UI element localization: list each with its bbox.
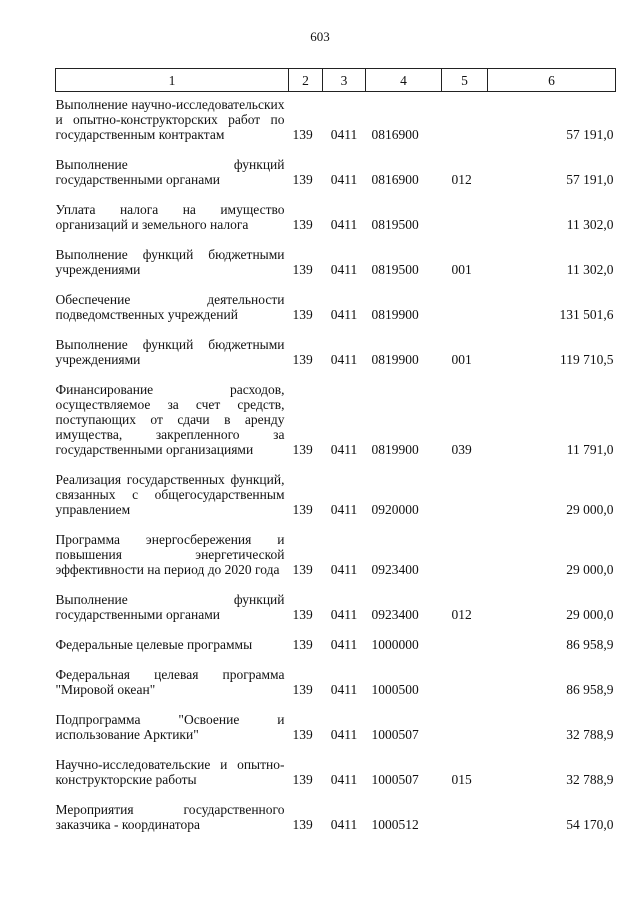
row-col-3: 0411 <box>330 682 358 697</box>
row-col-4: 0923400 <box>371 562 419 577</box>
table-row <box>56 374 616 464</box>
row-col-2: 139 <box>292 217 313 232</box>
row-name: Мероприятия государственного заказчика - координатора <box>55 802 285 832</box>
row-name: Уплата налога на имущество организаций и земельного налога <box>55 202 285 232</box>
row-col-3: 0411 <box>330 217 358 232</box>
table-row <box>56 464 616 524</box>
row-name: Реализация государственных функций, связанных с общегосударственным управлением <box>55 472 285 517</box>
column-header-5: 5 <box>442 69 488 92</box>
row-col-3: 0411 <box>330 127 358 142</box>
table-row <box>56 92 616 150</box>
row-col-5 <box>442 524 488 584</box>
row-col-4: 1000512 <box>371 817 419 832</box>
row-col-3: 0411 <box>330 772 358 787</box>
table-row <box>56 239 616 284</box>
row-name: Федеральные целевые программы <box>55 637 253 652</box>
row-amount: 131 501,6 <box>559 307 614 322</box>
row-col-4: 0819500 <box>371 262 419 277</box>
row-name: Выполнение функций государственными органами <box>55 157 285 187</box>
row-col-5: 015 <box>451 772 472 787</box>
row-name: Программа энергосбережения и повышения энергетической эффективности на период до 2020 года <box>55 532 285 577</box>
row-col-2: 139 <box>292 307 313 322</box>
row-name: Выполнение функций бюджетными учреждениями <box>55 247 285 277</box>
row-col-2: 139 <box>292 262 313 277</box>
row-col-3: 0411 <box>330 607 358 622</box>
row-amount: 11 791,0 <box>566 442 614 457</box>
row-col-4: 0819500 <box>371 217 419 232</box>
row-col-4: 1000500 <box>371 682 419 697</box>
row-col-5 <box>442 284 488 329</box>
row-col-2: 139 <box>292 127 313 142</box>
row-col-2: 139 <box>292 607 313 622</box>
row-amount: 54 170,0 <box>566 817 614 832</box>
row-amount: 86 958,9 <box>566 637 614 652</box>
row-col-4: 0819900 <box>371 307 419 322</box>
row-col-3: 0411 <box>330 442 358 457</box>
row-name: Финансирование расходов, осуществляемое за счет средств, поступающих от сдачи в аренду имущества, закрепленного за государственными организациями <box>55 382 285 457</box>
table-row <box>56 749 616 794</box>
row-amount: 119 710,5 <box>560 352 614 367</box>
row-col-2: 139 <box>292 502 313 517</box>
row-col-3: 0411 <box>330 817 358 832</box>
table-row <box>56 524 616 584</box>
budget-table <box>55 68 616 839</box>
row-col-2: 139 <box>292 172 313 187</box>
row-col-2: 139 <box>292 637 313 652</box>
row-col-5: 039 <box>451 442 472 457</box>
row-col-5 <box>442 794 488 839</box>
row-amount: 29 000,0 <box>566 607 614 622</box>
row-amount: 11 302,0 <box>566 217 614 232</box>
row-col-2: 139 <box>292 772 313 787</box>
row-col-4: 1000507 <box>371 772 419 787</box>
row-col-5 <box>442 704 488 749</box>
table-row <box>56 794 616 839</box>
row-name: Выполнение функций государственными органами <box>55 592 285 622</box>
row-amount: 32 788,9 <box>566 727 614 742</box>
row-col-4: 1000000 <box>371 637 419 652</box>
row-col-4: 0816900 <box>371 172 419 187</box>
row-amount: 11 302,0 <box>566 262 614 277</box>
row-col-3: 0411 <box>330 172 358 187</box>
column-header-4: 4 <box>366 69 442 92</box>
row-name: Подпрограмма "Освоение и использование Арктики" <box>55 712 285 742</box>
row-col-4: 0819900 <box>371 442 419 457</box>
column-header-6: 6 <box>488 69 616 92</box>
row-col-5 <box>442 629 488 659</box>
row-amount: 32 788,9 <box>566 772 614 787</box>
row-col-3: 0411 <box>330 637 358 652</box>
row-name: Федеральная целевая программа "Мировой океан" <box>55 667 285 697</box>
table-row <box>56 149 616 194</box>
column-header-1: 1 <box>56 69 289 92</box>
row-col-3: 0411 <box>330 562 358 577</box>
column-header-3: 3 <box>323 69 366 92</box>
table-row <box>56 704 616 749</box>
row-col-2: 139 <box>292 727 313 742</box>
row-col-4: 0816900 <box>371 127 419 142</box>
row-col-4: 1000507 <box>371 727 419 742</box>
row-col-3: 0411 <box>330 727 358 742</box>
row-col-5: 012 <box>451 172 472 187</box>
table-row <box>56 659 616 704</box>
row-col-2: 139 <box>292 682 313 697</box>
row-col-5 <box>442 92 488 150</box>
row-amount: 57 191,0 <box>566 127 614 142</box>
column-header-2: 2 <box>289 69 323 92</box>
table-row <box>56 329 616 374</box>
row-amount: 57 191,0 <box>566 172 614 187</box>
row-col-4: 0920000 <box>371 502 419 517</box>
row-col-3: 0411 <box>330 307 358 322</box>
row-col-2: 139 <box>292 817 313 832</box>
row-amount: 29 000,0 <box>566 562 614 577</box>
row-name: Научно-исследовательские и опытно-конструкторские работы <box>55 757 285 787</box>
row-col-3: 0411 <box>330 352 358 367</box>
row-col-5: 001 <box>451 262 472 277</box>
table-row <box>56 284 616 329</box>
row-col-5 <box>442 659 488 704</box>
row-name: Выполнение научно-исследовательских и опытно-конструкторских работ по государственным контрактам <box>55 97 285 142</box>
table-row <box>56 194 616 239</box>
row-name: Обеспечение деятельности подведомственных учреждений <box>55 292 285 322</box>
table-row <box>56 584 616 629</box>
row-col-5 <box>442 194 488 239</box>
row-amount: 86 958,9 <box>566 682 614 697</box>
table-header-row <box>56 69 616 92</box>
row-col-5 <box>442 464 488 524</box>
row-col-5: 012 <box>451 607 472 622</box>
row-col-4: 0923400 <box>371 607 419 622</box>
page-number: 603 <box>310 29 330 44</box>
row-col-3: 0411 <box>330 262 358 277</box>
row-col-5: 001 <box>451 352 472 367</box>
row-amount: 29 000,0 <box>566 502 614 517</box>
row-col-2: 139 <box>292 352 313 367</box>
row-col-3: 0411 <box>330 502 358 517</box>
table-row <box>56 629 616 659</box>
row-col-4: 0819900 <box>371 352 419 367</box>
row-col-2: 139 <box>292 442 313 457</box>
row-name: Выполнение функций бюджетными учреждениями <box>55 337 285 367</box>
row-col-2: 139 <box>292 562 313 577</box>
